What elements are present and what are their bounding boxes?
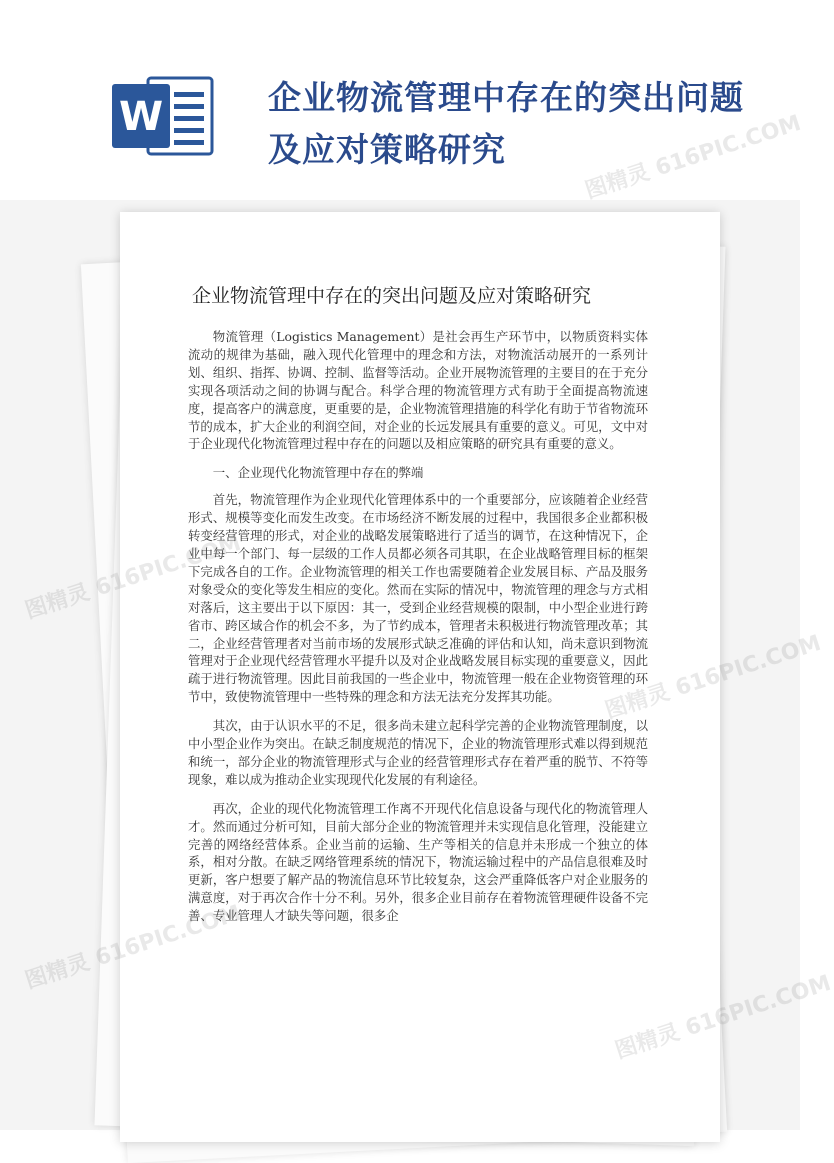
paragraph-first: 首先，物流管理作为企业现代化管理体系中的一个重要部分，应该随着企业经营形式、规模等变化而发生改变。在市场经济不断发展的过程中，我国很多企业都积极转变经营管理的形式，对企业的战略发展策略进行了适当的调节，在这种情况下，企业中每一个部门、每一层级的工作人员都必须各司其职，在企业战略管理目标的框架下完成各自的工作。企业物流管理的相关工作也需要随着企业发展目标、产品及服务对象受众的变化等发生相应的变化。然而在实际的情况中，物流管理的理念与方式相对落后，这主要出于以下原因：其一，受到企业经营规模的限制，中小型企业进行跨省市、跨区域合作的机会不多，为了节约成本，管理者未积极进行物流管理改革；其二，企业经营管理者对当前市场的发展形式缺乏准确的评估和认知，尚未意识到物流管理对于企业现代经营管理水平提升以及对企业战略发展目标实现的重要意义，因此疏于进行物流管理。因此目前我国的一些企业中，物流管理一般在企业物资管理的环节中，致使物流管理中一些特殊的理念和方法无法充分发挥其功能。 bbox=[188, 492, 648, 705]
word-icon-letter: W bbox=[118, 94, 164, 140]
document-title: 企业物流管理中存在的突出问题及应对策略研究 bbox=[192, 285, 592, 307]
section-heading: 一、企业现代化物流管理中存在的弊端 bbox=[212, 465, 424, 481]
paragraph-second: 其次，由于认识水平的不足，很多尚未建立起科学完善的企业物流管理制度，以中小型企业作为突出。在缺乏制度规范的情况下，企业的物流管理形式难以得到规范和统一，部分企业的物流管理形式与企业的经营管理形式存在着严重的脱节、不符等现象，难以成为推动企业实现现代化发展的有利途径。 bbox=[188, 718, 648, 787]
header-title: 企业物流管理中存在的突出问题及应对策略研究 bbox=[268, 78, 744, 169]
document-body bbox=[188, 328, 648, 936]
paragraph-third: 再次，企业的现代化物流管理工作离不开现代化信息设备与现代化的物流管理人才。然而通过分析可知，目前大部分企业的物流管理并未实现信息化管理，没能建立完善的网络经营体系。企业当前的运输、生产等相关的信息并未形成一个独立的体系，相对分散。在缺乏网络管理系统的情况下，物流运输过程中的产品信息很难及时更新，客户想要了解产品的物流信息环节比较复杂，这会严重降低客户对企业服务的满意度，对于再次合作十分不利。另外，很多企业目前存在着物流管理硬件设备不完善、专业管理人才缺失等问题，很多企 bbox=[188, 800, 648, 924]
word-document-icon bbox=[112, 76, 214, 156]
intro-paragraph: 物流管理（Logistics Management）是社会再生产环节中，以物质资料实体流动的规律为基础，融入现代化管理中的理念和方法，对物流活动展开的一系列计划、组织、指挥、协调、控制、监督等活动。企业开展物流管理的主要目的在于充分实现各项活动之间的协调与配合。科学合理的物流管理方式有助于全面提高物流速度，提高客户的满意度，更重要的是，企业物流管理措施的科学化有助于节省物流环节的成本，扩大企业的利润空间，对企业的长远发展具有重要的意义。可见，文中对于企业现代化物流管理过程中存在的问题以及相应策略的研究具有重要的意义。 bbox=[188, 329, 648, 452]
document-page bbox=[120, 212, 720, 1142]
preview-header bbox=[0, 0, 800, 200]
